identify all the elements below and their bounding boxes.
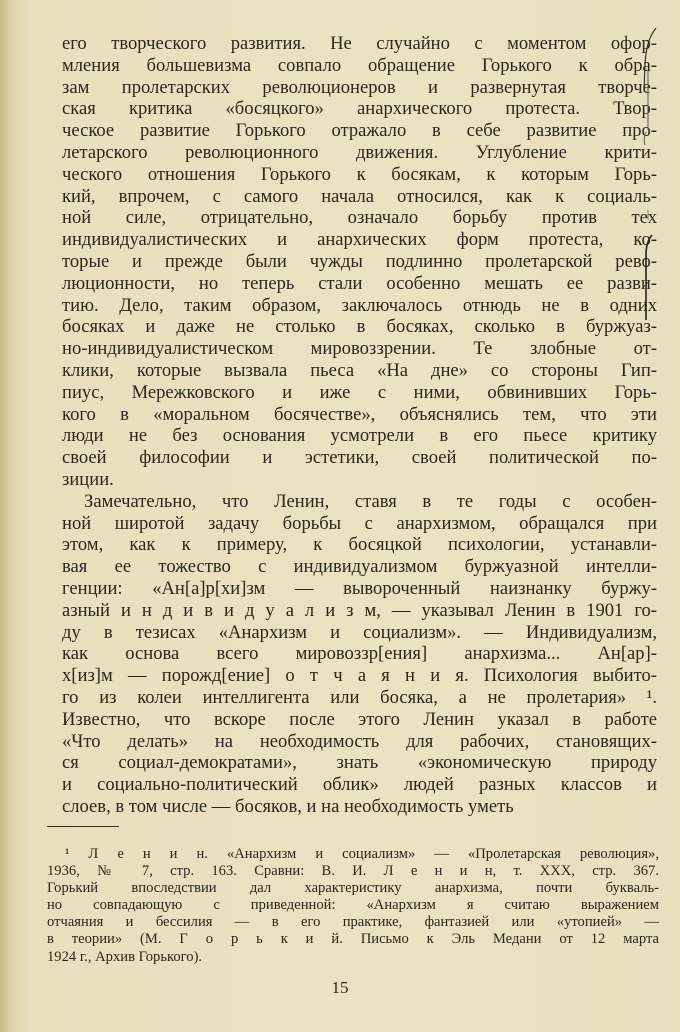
text-line: ной силе, отрицательно, означало борьбу против тех (62, 207, 657, 229)
text-line: зиции. (62, 468, 114, 490)
text-line: зам пролетарских революционеров и развернутая творче- (62, 76, 657, 98)
text-line: Известно, что вскоре после этого Ленин указал в работе (62, 708, 657, 730)
text-line: генции: «Ан[а]р[хи]зм — вывороченный наизнанку буржу- (62, 577, 657, 599)
text-line: мления большевизма совпало обращение Горького к обра- (62, 54, 657, 76)
text-line: кий, впрочем, с самого начала относился, как к социаль- (62, 185, 657, 207)
text-line: ческое развитие Горького отражало в себе развитие про- (62, 120, 657, 142)
footnote-line: 1924 г., Архив Горького). (47, 948, 203, 965)
footnote-line: Горький впоследствии дал характеристику анархизма, почти букваль- (47, 880, 659, 897)
footnote-separator (47, 826, 119, 827)
text-line: своей философии и эстетики, своей политической по- (62, 447, 657, 469)
footnote-line: но совпадающую с приведенной: «Анархизм я считаю выражением (47, 897, 659, 914)
margin-pencil-marks (640, 20, 670, 320)
text-line: и социально-политический облик» людей разных классов и (62, 774, 657, 796)
text-line: его творческого развития. Не случайно с моментом офор- (62, 33, 657, 54)
text-line: клики, которые вызвала пьеса «На дне» со стороны Гип- (62, 359, 657, 381)
text-line: пиус, Мережковского и иже с ними, обвинивших Горь- (62, 381, 657, 403)
text-line: люди не без основания усмотрели в его пьесе критику (62, 425, 657, 447)
text-line: тию. Дело, таким образом, заключалось отнюдь не в одних (62, 294, 657, 316)
text-line: азный и н д и в и д у а л и з м, — указывал Ленин в 1901 го- (62, 599, 657, 621)
footnote-line: ¹ Л е н и н. «Анархизм и социализм» — «Пролетарская революция», (65, 846, 659, 862)
footnote-line: в теории» (М. Г о р ь к и й. Письмо к Эль Медани от 12 марта (47, 931, 659, 948)
page-number: 15 (331, 978, 349, 997)
text-line: босяках и даже не столько в босяках, сколько в буржуаз- (62, 316, 657, 338)
text-line: Замечательно, что Ленин, ставя в те годы с особен- (84, 490, 657, 512)
text-line: ская критика «босяцкого» анархического протеста. Твор- (62, 98, 657, 120)
text-line: ся социал-демократами», знать «экономическую природу (62, 752, 657, 774)
text-line: индивидуалистических и анархических форм протеста, ко- (62, 229, 657, 251)
footnote-line: 1936, № 7, стр. 163. Сравни: В. И. Л е н и н, т. XXX, стр. 367. (47, 863, 659, 880)
text-line: летарского революционного движения. Углубление крити- (62, 141, 657, 163)
text-line: но-индивидуалистическом мировоззрении. Те злобные от- (62, 338, 657, 360)
text-line: ду в тезисах «Анархизм и социализм». — Индивидуализм, (62, 621, 657, 643)
text-line: го из колеи интеллигента или босяка, а не пролетария» ¹. (62, 686, 657, 708)
text-line: торые и прежде были чужды подлинно пролетарской рево- (62, 250, 657, 272)
main-text (62, 33, 657, 818)
text-line: кого в «моральном босячестве», объяснялись тем, что эти (62, 403, 657, 425)
text-line: вая ее тожество с индивидуализмом буржуазной интелли- (62, 556, 657, 578)
footnote-line: отчаяния и бессилия — в его практике, фантазией или «утопией» — (47, 914, 659, 931)
text-line: как основа всего мировоззр[ения] анархизма... Ан[ар]- (62, 643, 657, 665)
text-line: «Что делать» на необходимость для рабочих, становящих- (62, 730, 657, 752)
text-line: х[из]м — порожд[ение] о т ч а я н и я. Психология выбито- (62, 665, 657, 687)
text-line: слоев, в том числе — босяков, и на необходимость уметь (62, 795, 514, 817)
text-line: этом, как к примеру, к босяцкой психологии, устанавли- (62, 534, 657, 556)
text-line: люционности, но теперь стали особенно мешать ее разви- (62, 272, 657, 294)
footnote (47, 846, 659, 966)
text-line: ной широтой задачу борьбы с анархизмом, обращался при (62, 512, 657, 534)
text-line: ческого отношения Горького к босякам, к которым Горь- (62, 163, 657, 185)
